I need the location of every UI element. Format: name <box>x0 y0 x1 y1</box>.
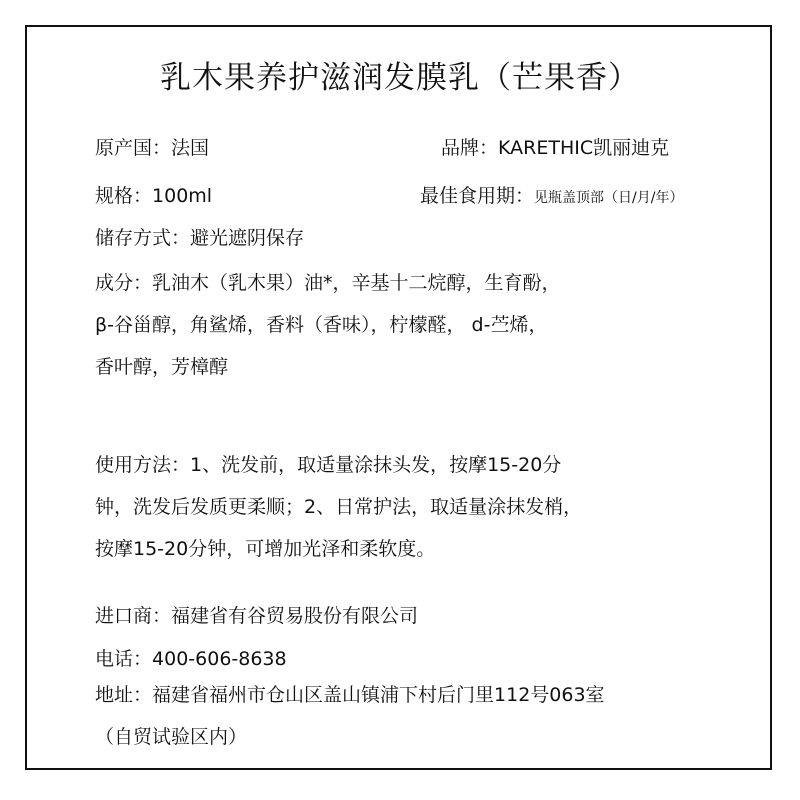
best-before-label: 最佳食用期： <box>420 185 535 207</box>
brand-value: KARETHIC凯丽迪克 <box>498 137 670 159</box>
origin-row <box>95 139 209 158</box>
usage-line-2: 钟，洗发后发质更柔顺；2、日常护法，取适量涂抹发梢， <box>95 496 583 518</box>
ingredients-line-2: β-谷甾醇，角鲨烯，香料（香味），柠檬醛， d-苎烯， <box>95 314 548 336</box>
origin-value: 法国 <box>171 137 210 159</box>
product-title: 乳木果养护滋润发膜乳（芒果香） <box>160 60 640 96</box>
address-value: 福建省福州市仓山区盖山镇浦下村后门里112号063室 <box>152 684 605 706</box>
usage-line-1: 使用方法：1、洗发前，取适量涂抹头发，按摩15-20分 <box>95 454 562 476</box>
best-before-row <box>420 187 683 206</box>
storage-value: 避光遮阴保存 <box>190 227 305 249</box>
storage-row <box>95 229 304 248</box>
address-label: 地址： <box>95 684 153 706</box>
spec-label: 规格： <box>95 185 153 207</box>
best-before-value: 见瓶盖顶部（日/月/年） <box>534 190 684 206</box>
importer-label: 进口商： <box>95 605 172 627</box>
importer-row <box>95 607 418 626</box>
spec-value: 100ml <box>152 185 213 207</box>
spec-row <box>95 187 212 206</box>
origin-label: 原产国： <box>95 137 172 159</box>
brand-row <box>441 139 669 158</box>
usage-line-3: 按摩15-20分钟，可增加光泽和柔软度。 <box>95 538 436 560</box>
phone-label: 电话： <box>95 648 153 670</box>
importer-value: 福建省有谷贸易股份有限公司 <box>171 605 419 627</box>
phone-value: 400-606-8638 <box>152 648 287 670</box>
ingredients-line-3: 香叶醇，芳樟醇 <box>95 356 229 378</box>
ingredients-line-1: 成分：乳油木（乳木果）油*，辛基十二烷醇，生育酚， <box>95 272 561 294</box>
address-row <box>95 686 605 705</box>
address-line-2: （自贸试验区内） <box>95 726 248 748</box>
storage-label: 储存方式： <box>95 227 191 249</box>
brand-label: 品牌： <box>441 137 499 159</box>
phone-row <box>95 650 287 669</box>
